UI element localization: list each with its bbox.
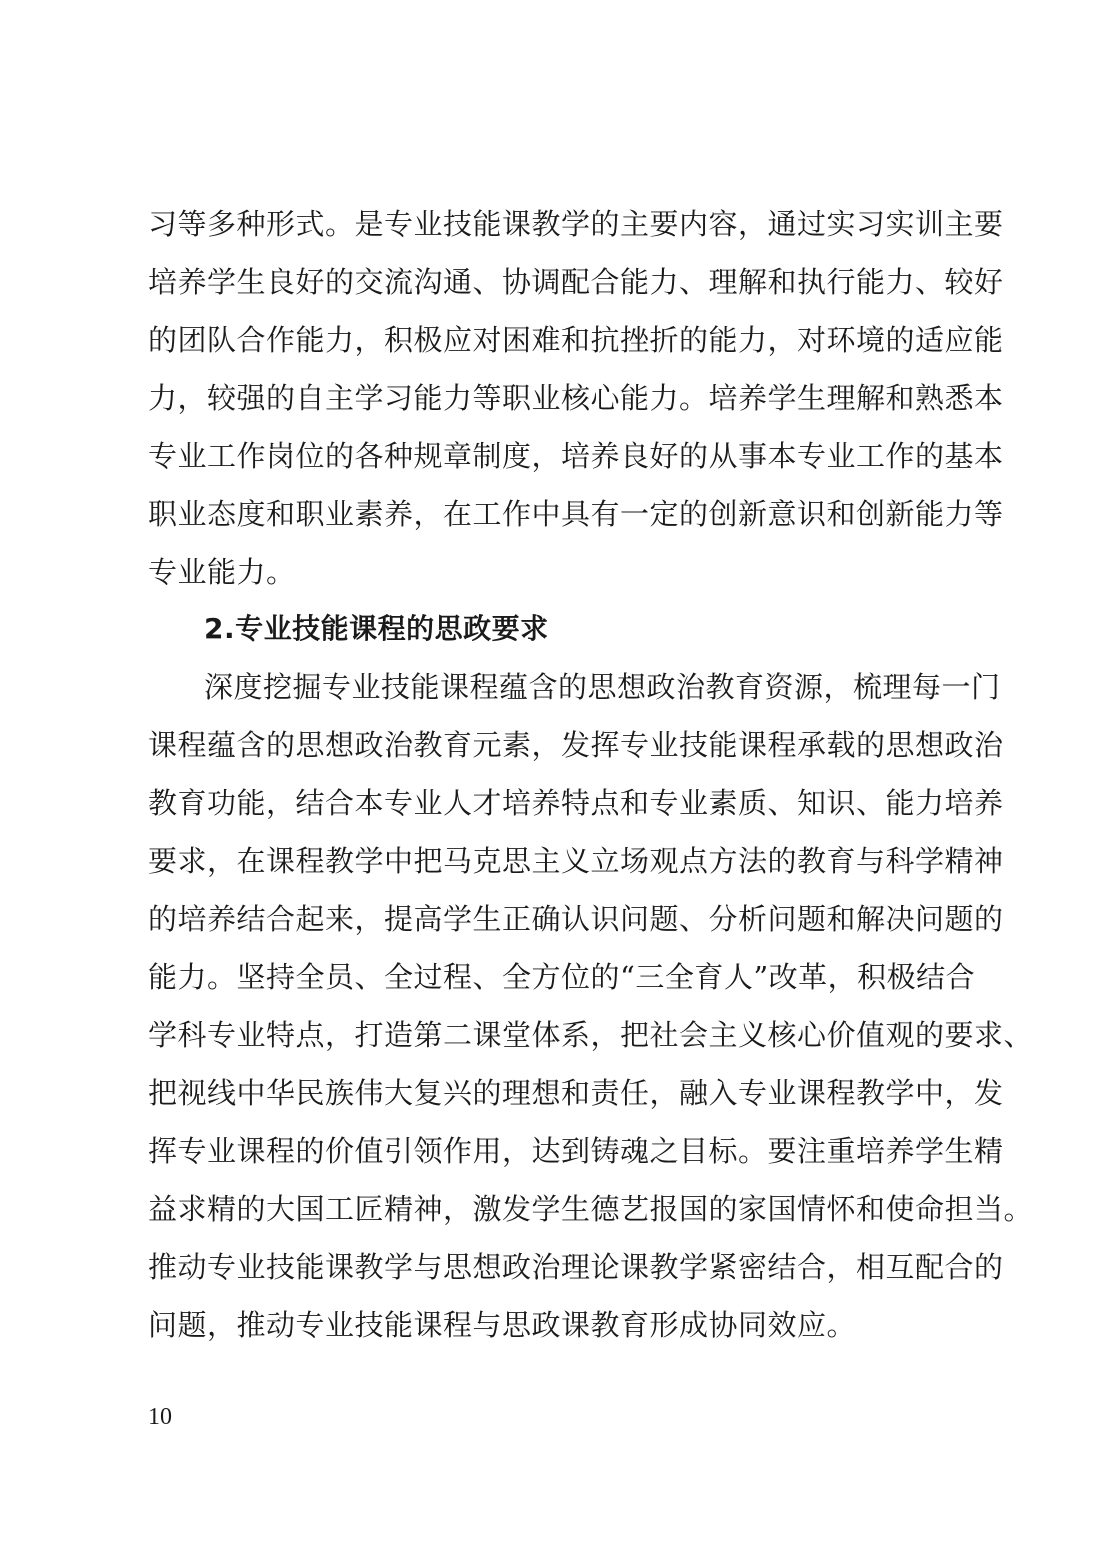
- paragraph-line: 益求精的大国工匠精神，激发学生德艺报国的家国情怀和使命担当。: [148, 1192, 1034, 1226]
- paragraph-line: 专业能力。: [148, 555, 296, 589]
- paragraph-line: 课程蕴含的思想政治教育元素，发挥专业技能课程承载的思想政治: [148, 728, 1004, 762]
- paragraph-line: 学科专业特点，打造第二课堂体系，把社会主义核心价值观的要求、: [148, 1018, 1034, 1052]
- paragraph-line: 要求，在课程教学中把马克思主义立场观点方法的教育与科学精神: [148, 844, 1004, 878]
- page-number: 10: [148, 1404, 172, 1430]
- paragraph-line: 力，较强的自主学习能力等职业核心能力。培养学生理解和熟悉本: [148, 381, 1004, 415]
- paragraph-line: 的培养结合起来，提高学生正确认识问题、分析问题和解决问题的: [148, 902, 1004, 936]
- paragraph-line: 问题，推动专业技能课程与思政课教育形成协同效应。: [148, 1308, 857, 1342]
- paragraph-line: 的团队合作能力，积极应对困难和抗挫折的能力，对环境的适应能: [148, 323, 1004, 357]
- paragraph-line: 专业工作岗位的各种规章制度，培养良好的从事本专业工作的基本: [148, 439, 1004, 473]
- paragraph-line: 习等多种形式。是专业技能课教学的主要内容，通过实习实训主要: [148, 207, 1004, 241]
- paragraph-line: 职业态度和职业素养，在工作中具有一定的创新意识和创新能力等: [148, 497, 1004, 531]
- paragraph-line: 推动专业技能课教学与思想政治理论课教学紧密结合，相互配合的: [148, 1250, 1004, 1284]
- section-heading: 2.专业技能课程的思政要求: [204, 612, 549, 645]
- paragraph-line: 教育功能，结合本专业人才培养特点和专业素质、知识、能力培养: [148, 786, 1004, 820]
- paragraph-line: 把视线中华民族伟大复兴的理想和责任，融入专业课程教学中，发: [148, 1076, 1004, 1110]
- paragraph-line: 培养学生良好的交流沟通、协调配合能力、理解和执行能力、较好: [148, 265, 1004, 299]
- paragraph-line: 深度挖掘专业技能课程蕴含的思想政治教育资源，梳理每一门: [204, 670, 1001, 704]
- paragraph-line: 挥专业课程的价值引领作用，达到铸魂之目标。要注重培养学生精: [148, 1134, 1004, 1168]
- paragraph-line: 能力。坚持全员、全过程、全方位的“三全育人”改革，积极结合: [148, 960, 976, 994]
